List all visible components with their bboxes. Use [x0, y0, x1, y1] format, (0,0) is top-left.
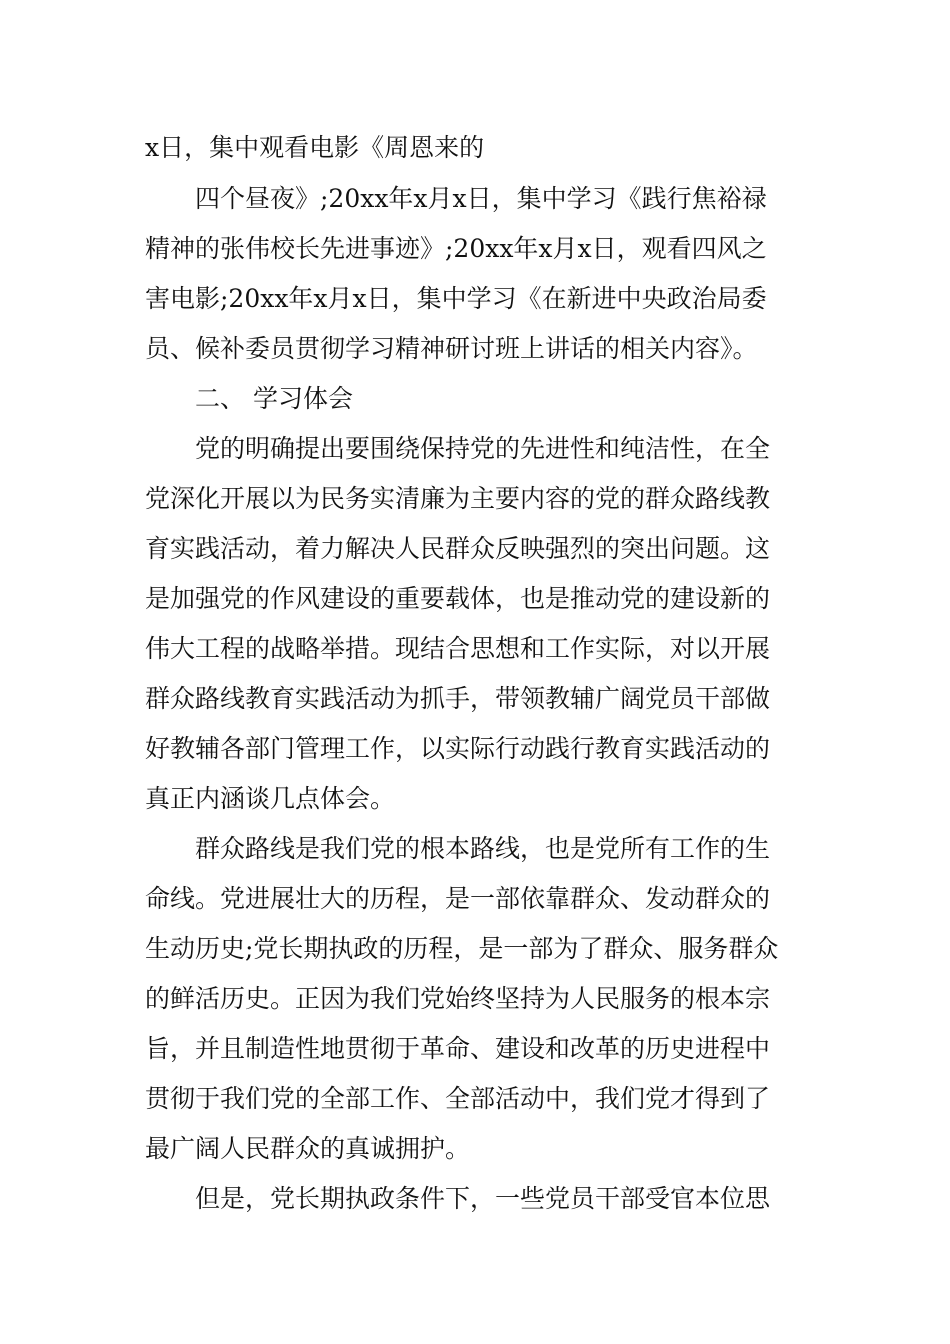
- section-heading: 二、 学习体会: [195, 384, 353, 413]
- text-line: 群众路线是我们党的根本路线，也是党所有工作的生: [195, 834, 771, 863]
- text-line: 是加强党的作风建设的重要载体，也是推动党的建设新的: [145, 584, 771, 613]
- text-line: 害电影;20xx年x月x日，集中学习《在新进中央政治局委: [145, 284, 767, 313]
- text-line: 四个昼夜》;20xx年x月x日，集中学习《践行焦裕禄: [195, 184, 767, 213]
- text-line: 员、候补委员贯彻学习精神研讨班上讲话的相关内容》。: [145, 334, 758, 363]
- text-line: 生动历史;党长期执政的历程，是一部为了群众、服务群众: [145, 934, 779, 963]
- text-line: 精神的张伟校长先进事迹》;20xx年x月x日，观看四风之: [145, 234, 767, 263]
- text-line: 育实践活动，着力解决人民群众反映强烈的突出问题。这: [145, 534, 771, 563]
- text-line: 最广阔人民群众的真诚拥护。: [145, 1134, 471, 1163]
- text-line: 的鲜活历史。正因为我们党始终坚持为人民服务的根本宗: [145, 984, 771, 1013]
- text-line: 党的明确提出要围绕保持党的先进性和纯洁性，在全: [195, 434, 771, 463]
- text-line: 命线。党进展壮大的历程，是一部依靠群众、发动群众的: [145, 884, 771, 913]
- text-line: 旨，并且制造性地贯彻于革命、建设和改革的历史进程中: [145, 1034, 771, 1063]
- text-line: x日，集中观看电影《周恩来的: [145, 133, 485, 162]
- text-line: 真正内涵谈几点体会。: [145, 784, 396, 813]
- text-line: 群众路线教育实践活动为抓手，带领教辅广阔党员干部做: [145, 684, 771, 713]
- text-line: 贯彻于我们党的全部工作、全部活动中，我们党才得到了: [145, 1084, 771, 1113]
- text-line: 好教辅各部门管理工作，以实际行动践行教育实践活动的: [145, 734, 771, 763]
- text-line: 伟大工程的战略举措。现结合思想和工作实际，对以开展: [145, 634, 771, 663]
- text-line: 但是，党长期执政条件下，一些党员干部受官本位思: [195, 1184, 771, 1213]
- text-line: 党深化开展以为民务实清廉为主要内容的党的群众路线教: [145, 484, 771, 513]
